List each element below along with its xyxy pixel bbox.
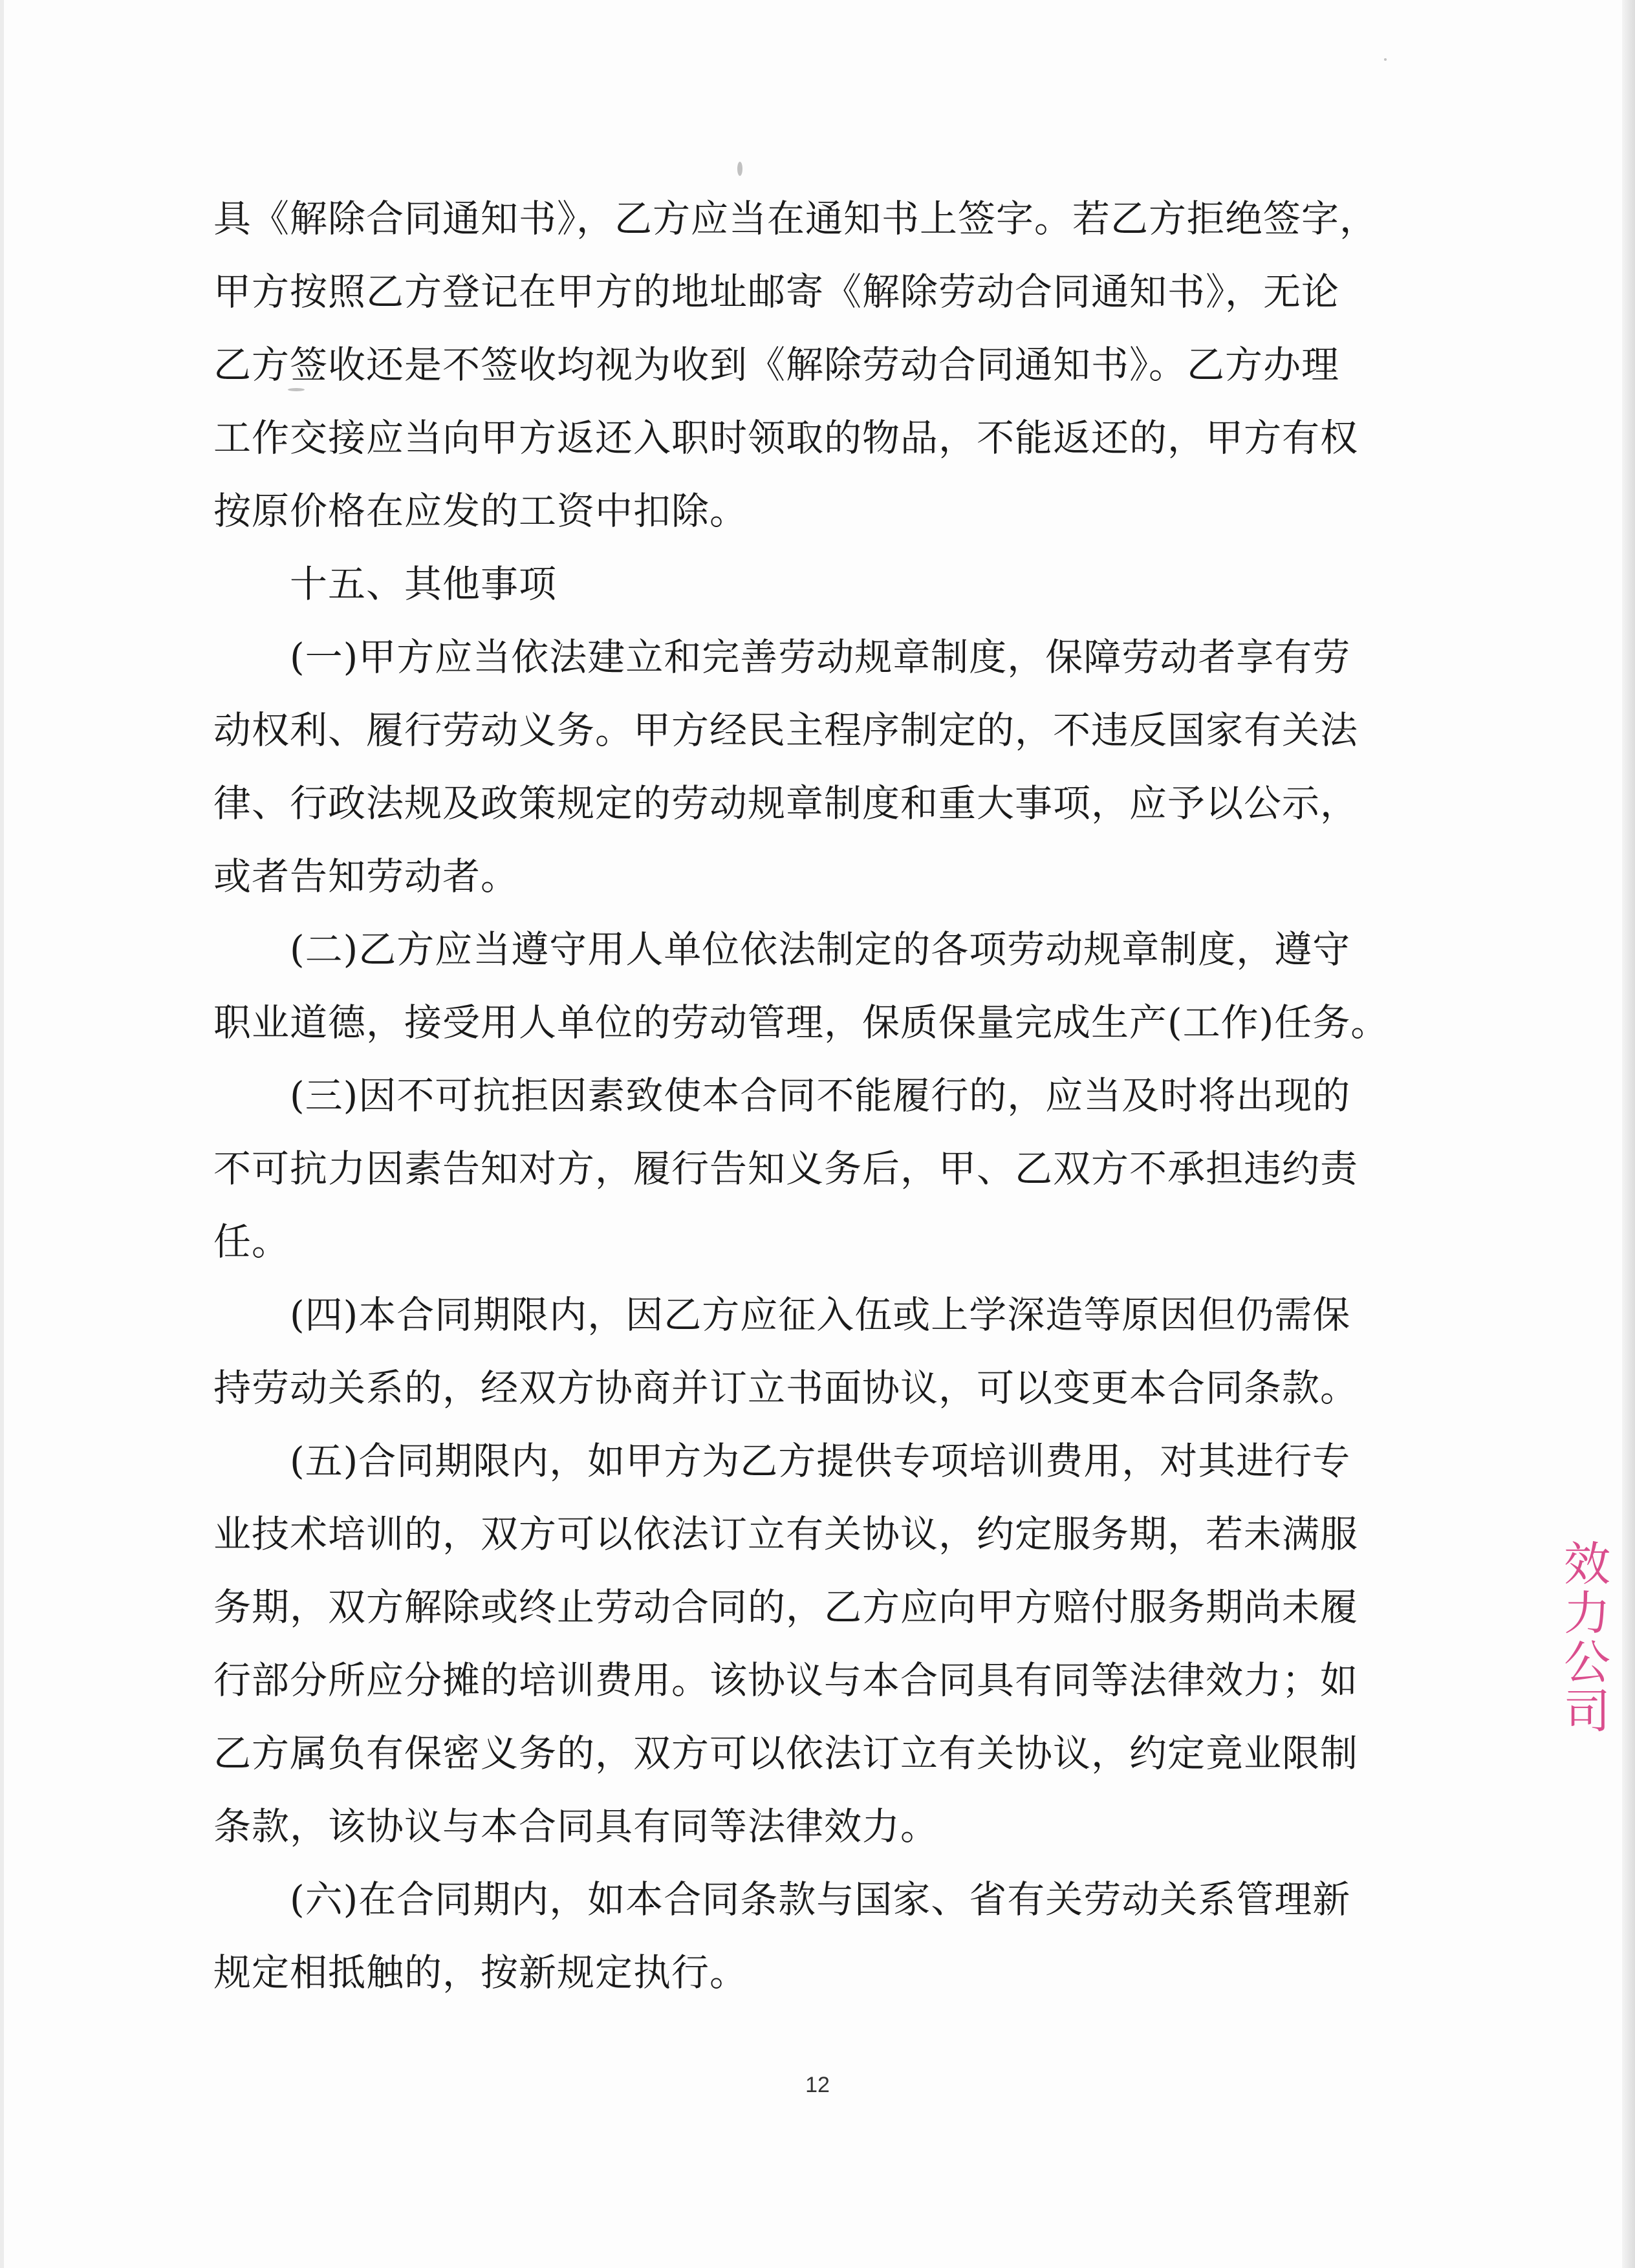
scan-left-edge bbox=[0, 0, 4, 2268]
text-line: (三)因不可抗拒因素致使本合同不能履行的，应当及时将出现的 bbox=[290, 1074, 1351, 1118]
text-line: 职业道德，接受用人单位的劳动管理，保质保量完成生产(工作)任务。 bbox=[213, 1000, 1389, 1044]
text-line: (一)甲方应当依法建立和完善劳动规章制度，保障劳动者享有劳 bbox=[290, 635, 1351, 679]
text-line: 或者告知劳动者。 bbox=[213, 854, 519, 898]
text-line: 动权利、履行劳动义务。甲方经民主程序制定的，不违反国家有关法 bbox=[213, 708, 1359, 752]
text-line: 十五、其他事项 bbox=[290, 562, 558, 606]
text-line: 行部分所应分摊的培训费用。该协议与本合同具有同等法律效力；如 bbox=[213, 1658, 1359, 1702]
text-line: 持劳动关系的，经双方协商并订立书面协议，可以变更本合同条款。 bbox=[213, 1366, 1359, 1410]
text-line: (四)本合同期限内，因乙方应征入伍或上学深造等原因但仍需保 bbox=[290, 1293, 1351, 1337]
text-line: 乙方签收还是不签收均视为收到《解除劳动合同通知书》。乙方办理 bbox=[213, 343, 1340, 387]
text-line: 任。 bbox=[213, 1220, 290, 1264]
contract-body-text bbox=[213, 182, 1389, 2009]
scan-speck bbox=[737, 162, 742, 176]
text-line: (二)乙方应当遵守用人单位依法制定的各项劳动规章制度，遵守 bbox=[290, 927, 1351, 971]
text-line: 乙方属负有保密义务的，双方可以依法订立有关协议，约定竟业限制 bbox=[213, 1731, 1359, 1775]
page-number: 12 bbox=[805, 2073, 830, 2097]
text-line: 条款，该协议与本合同具有同等法律效力。 bbox=[213, 1804, 939, 1848]
seal-stamp-fragment: 效力公司 bbox=[1556, 1539, 1610, 1736]
scan-speck bbox=[1384, 58, 1387, 61]
text-line: 规定相抵触的，按新规定执行。 bbox=[213, 1950, 748, 1994]
text-line: 律、行政法规及政策规定的劳动规章制度和重大事项，应予以公示， bbox=[213, 781, 1359, 825]
text-line: 按原价格在应发的工资中扣除。 bbox=[213, 489, 748, 533]
text-line: 业技术培训的，双方可以依法订立有关协议，约定服务期，若未满服 bbox=[213, 1512, 1359, 1556]
text-line: 工作交接应当向甲方返还入职时领取的物品，不能返还的，甲方有权 bbox=[213, 416, 1359, 460]
text-line: (五)合同期限内，如甲方为乙方提供专项培训费用，对其进行专 bbox=[290, 1439, 1351, 1483]
scan-right-edge bbox=[1622, 0, 1635, 2268]
text-line: 不可抗力因素告知对方，履行告知义务后，甲、乙双方不承担违约责 bbox=[213, 1147, 1359, 1191]
text-line: (六)在合同期内，如本合同条款与国家、省有关劳动关系管理新 bbox=[290, 1877, 1351, 1921]
text-line: 甲方按照乙方登记在甲方的地址邮寄《解除劳动合同通知书》，无论 bbox=[213, 270, 1340, 314]
text-line: 具《解除合同通知书》，乙方应当在通知书上签字。若乙方拒绝签字， bbox=[213, 197, 1378, 241]
text-line: 务期，双方解除或终止劳动合同的，乙方应向甲方赔付服务期尚未履 bbox=[213, 1585, 1359, 1629]
